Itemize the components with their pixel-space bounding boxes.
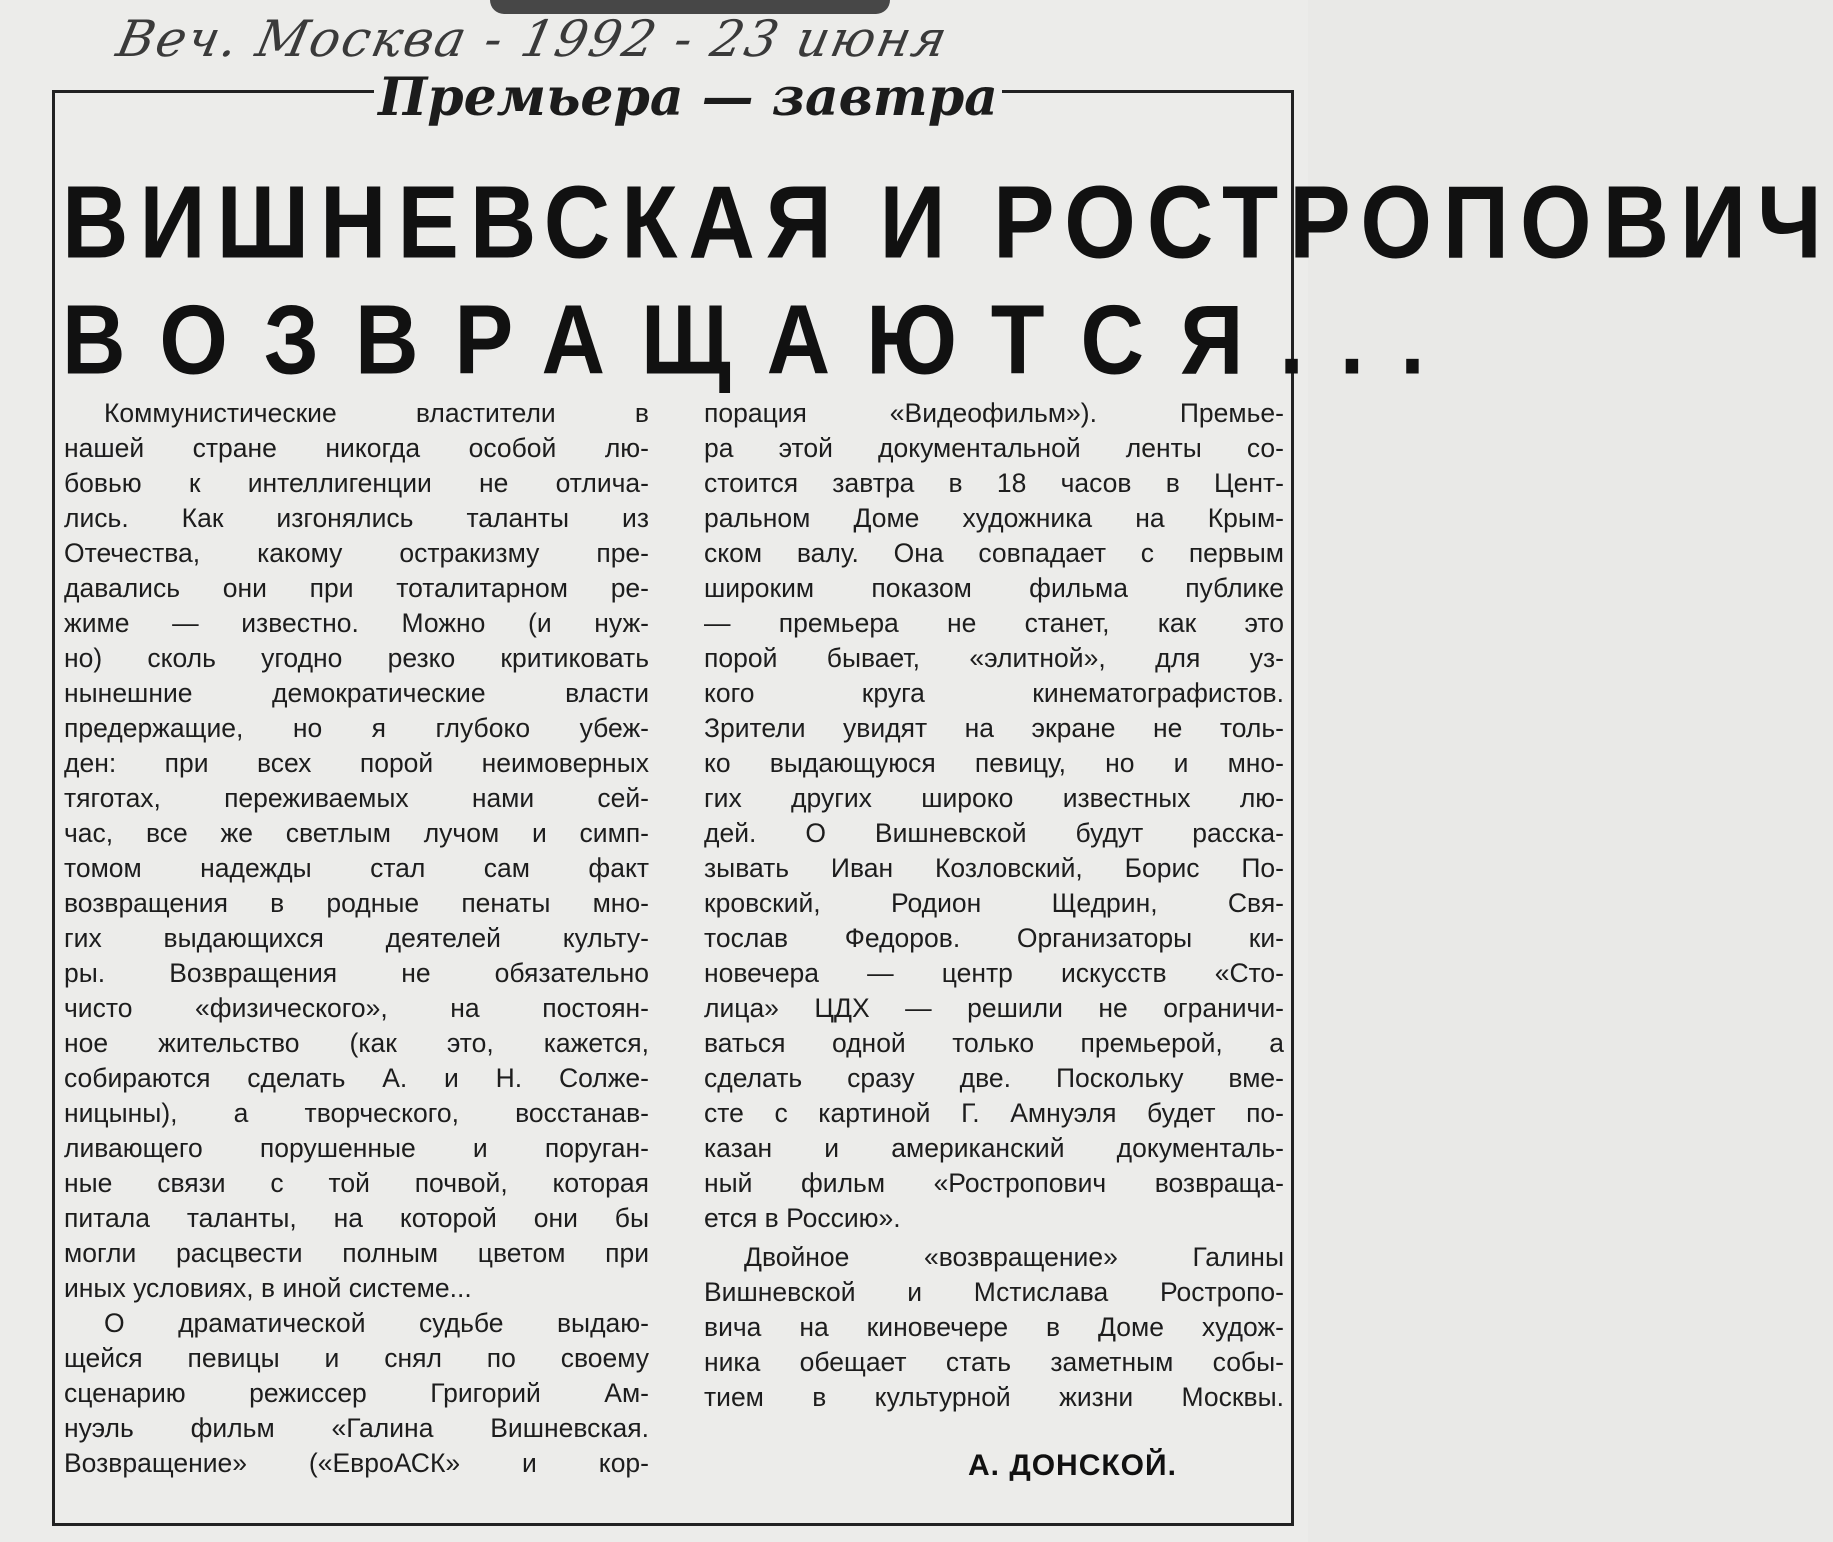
frame-top-rule-left: [52, 90, 374, 93]
text-line: ден: при всех порой неимоверных: [64, 748, 649, 778]
text-line: предержащие, но я глубоко убеж-: [64, 713, 649, 743]
headline-line-2: ВОЗВРАЩАЮТСЯ...: [62, 284, 1461, 395]
text-line: ваться одной только премьерой, а: [704, 1028, 1284, 1058]
text-line: иных условиях, в иной системе...: [64, 1273, 472, 1303]
text-line: ливающего порушенные и поруган-: [64, 1133, 649, 1163]
text-line: давались они при тоталитарном ре-: [64, 573, 649, 603]
text-line: чисто «физического», на постоян-: [64, 993, 649, 1023]
text-line: сте с картиной Г. Амнуэля будет по-: [704, 1098, 1284, 1128]
text-line: тослав Федоров. Организаторы ки-: [704, 923, 1284, 953]
text-line: питала таланты, на которой они бы: [64, 1203, 649, 1233]
text-line: ском валу. Она совпадает с первым: [704, 538, 1284, 568]
text-line: ные связи с той почвой, которая: [64, 1168, 649, 1198]
text-line: тяготах, переживаемых нами сей-: [64, 783, 649, 813]
text-line: нынешние демократические власти: [64, 678, 649, 708]
text-line: собираются сделать А. и Н. Солже-: [64, 1063, 649, 1093]
text-line: тием в культурной жизни Москвы.: [704, 1382, 1284, 1412]
text-line: Вишневской и Мстислава Ростропо-: [704, 1277, 1284, 1307]
rubric-title: Премьера — завтра: [378, 67, 998, 128]
text-line: Возвращение» («ЕвроАСК» и кор-: [64, 1448, 649, 1478]
text-line: кого круга кинематографистов.: [704, 678, 1284, 708]
text-line: казан и американский документаль-: [704, 1133, 1284, 1163]
text-line: лись. Как изгонялись таланты из: [64, 503, 649, 533]
text-line: ра этой документальной ленты со-: [704, 433, 1284, 463]
headline-line-1: ВИШНЕВСКАЯ И РОСТРОПОВИЧ: [62, 165, 1833, 281]
text-line: нашей стране никогда особой лю-: [64, 433, 649, 463]
text-line: Двойное «возвращение» Галины: [744, 1242, 1284, 1272]
text-line: Коммунистические властители в: [104, 398, 649, 428]
handwritten-date-note: Веч. Москва - 1992 - 23 июня: [111, 10, 954, 68]
text-line: вича на киновечере в Доме худож-: [704, 1312, 1284, 1342]
article-column-right: [704, 396, 1284, 1415]
text-line: гих других широко известных лю-: [704, 783, 1284, 813]
text-line: зывать Иван Козловский, Борис По-: [704, 853, 1284, 883]
text-line: щейся певицы и снял по своему: [64, 1343, 649, 1373]
text-line: порой бывает, «элитной», для уз-: [704, 643, 1284, 673]
text-line: возвращения в родные пенаты мно-: [64, 888, 649, 918]
text-line: ко выдающуюся певицу, но и мно-: [704, 748, 1284, 778]
text-line: томом надежды стал сам факт: [64, 853, 649, 883]
text-line: Отечества, какому остракизму пре-: [64, 538, 649, 568]
text-line: ника обещает стать заметным собы-: [704, 1347, 1284, 1377]
text-line: — премьера не станет, как это: [704, 608, 1284, 638]
text-line: могли расцвести полным цветом при: [64, 1238, 649, 1268]
text-line: ры. Возвращения не обязательно: [64, 958, 649, 988]
text-line: но) сколь угодно резко критиковать: [64, 643, 649, 673]
text-line: нуэль фильм «Галина Вишневская.: [64, 1413, 649, 1443]
text-line: дей. О Вишневской будут расска-: [704, 818, 1284, 848]
text-line: ницыны), а творческого, восстанав-: [64, 1098, 649, 1128]
text-line: лица» ЦДХ — решили не ограничи-: [704, 993, 1284, 1023]
text-line: бовью к интеллигенции не отлича-: [64, 468, 649, 498]
text-line: О драматической судьбе выдаю-: [104, 1308, 649, 1338]
text-line: гих выдающихся деятелей культу-: [64, 923, 649, 953]
text-line: ное жительство (как это, кажется,: [64, 1028, 649, 1058]
text-line: Зрители увидят на экране не толь-: [704, 713, 1284, 743]
text-line: кровский, Родион Щедрин, Свя-: [704, 888, 1284, 918]
text-line: ный фильм «Ростропович возвраща-: [704, 1168, 1284, 1198]
text-line: сделать сразу две. Поскольку вме-: [704, 1063, 1284, 1093]
text-line: жиме — известно. Можно (и нуж-: [64, 608, 649, 638]
text-line: сценарию режиссер Григорий Ам-: [64, 1378, 649, 1408]
text-line: час, все же светлым лучом и симп-: [64, 818, 649, 848]
text-line: новечера — центр искусств «Сто-: [704, 958, 1284, 988]
author-signature: А. ДОНСКОЙ.: [968, 1449, 1177, 1482]
text-line: ется в Россию».: [704, 1203, 901, 1233]
frame-top-rule-right: [1002, 90, 1294, 93]
text-line: порация «Видеофильм»). Премье-: [704, 398, 1284, 428]
text-line: ральном Доме художника на Крым-: [704, 503, 1284, 533]
text-line: стоится завтра в 18 часов в Цент-: [704, 468, 1284, 498]
text-line: широким показом фильма публике: [704, 573, 1284, 603]
article-column-left: [64, 396, 649, 1481]
